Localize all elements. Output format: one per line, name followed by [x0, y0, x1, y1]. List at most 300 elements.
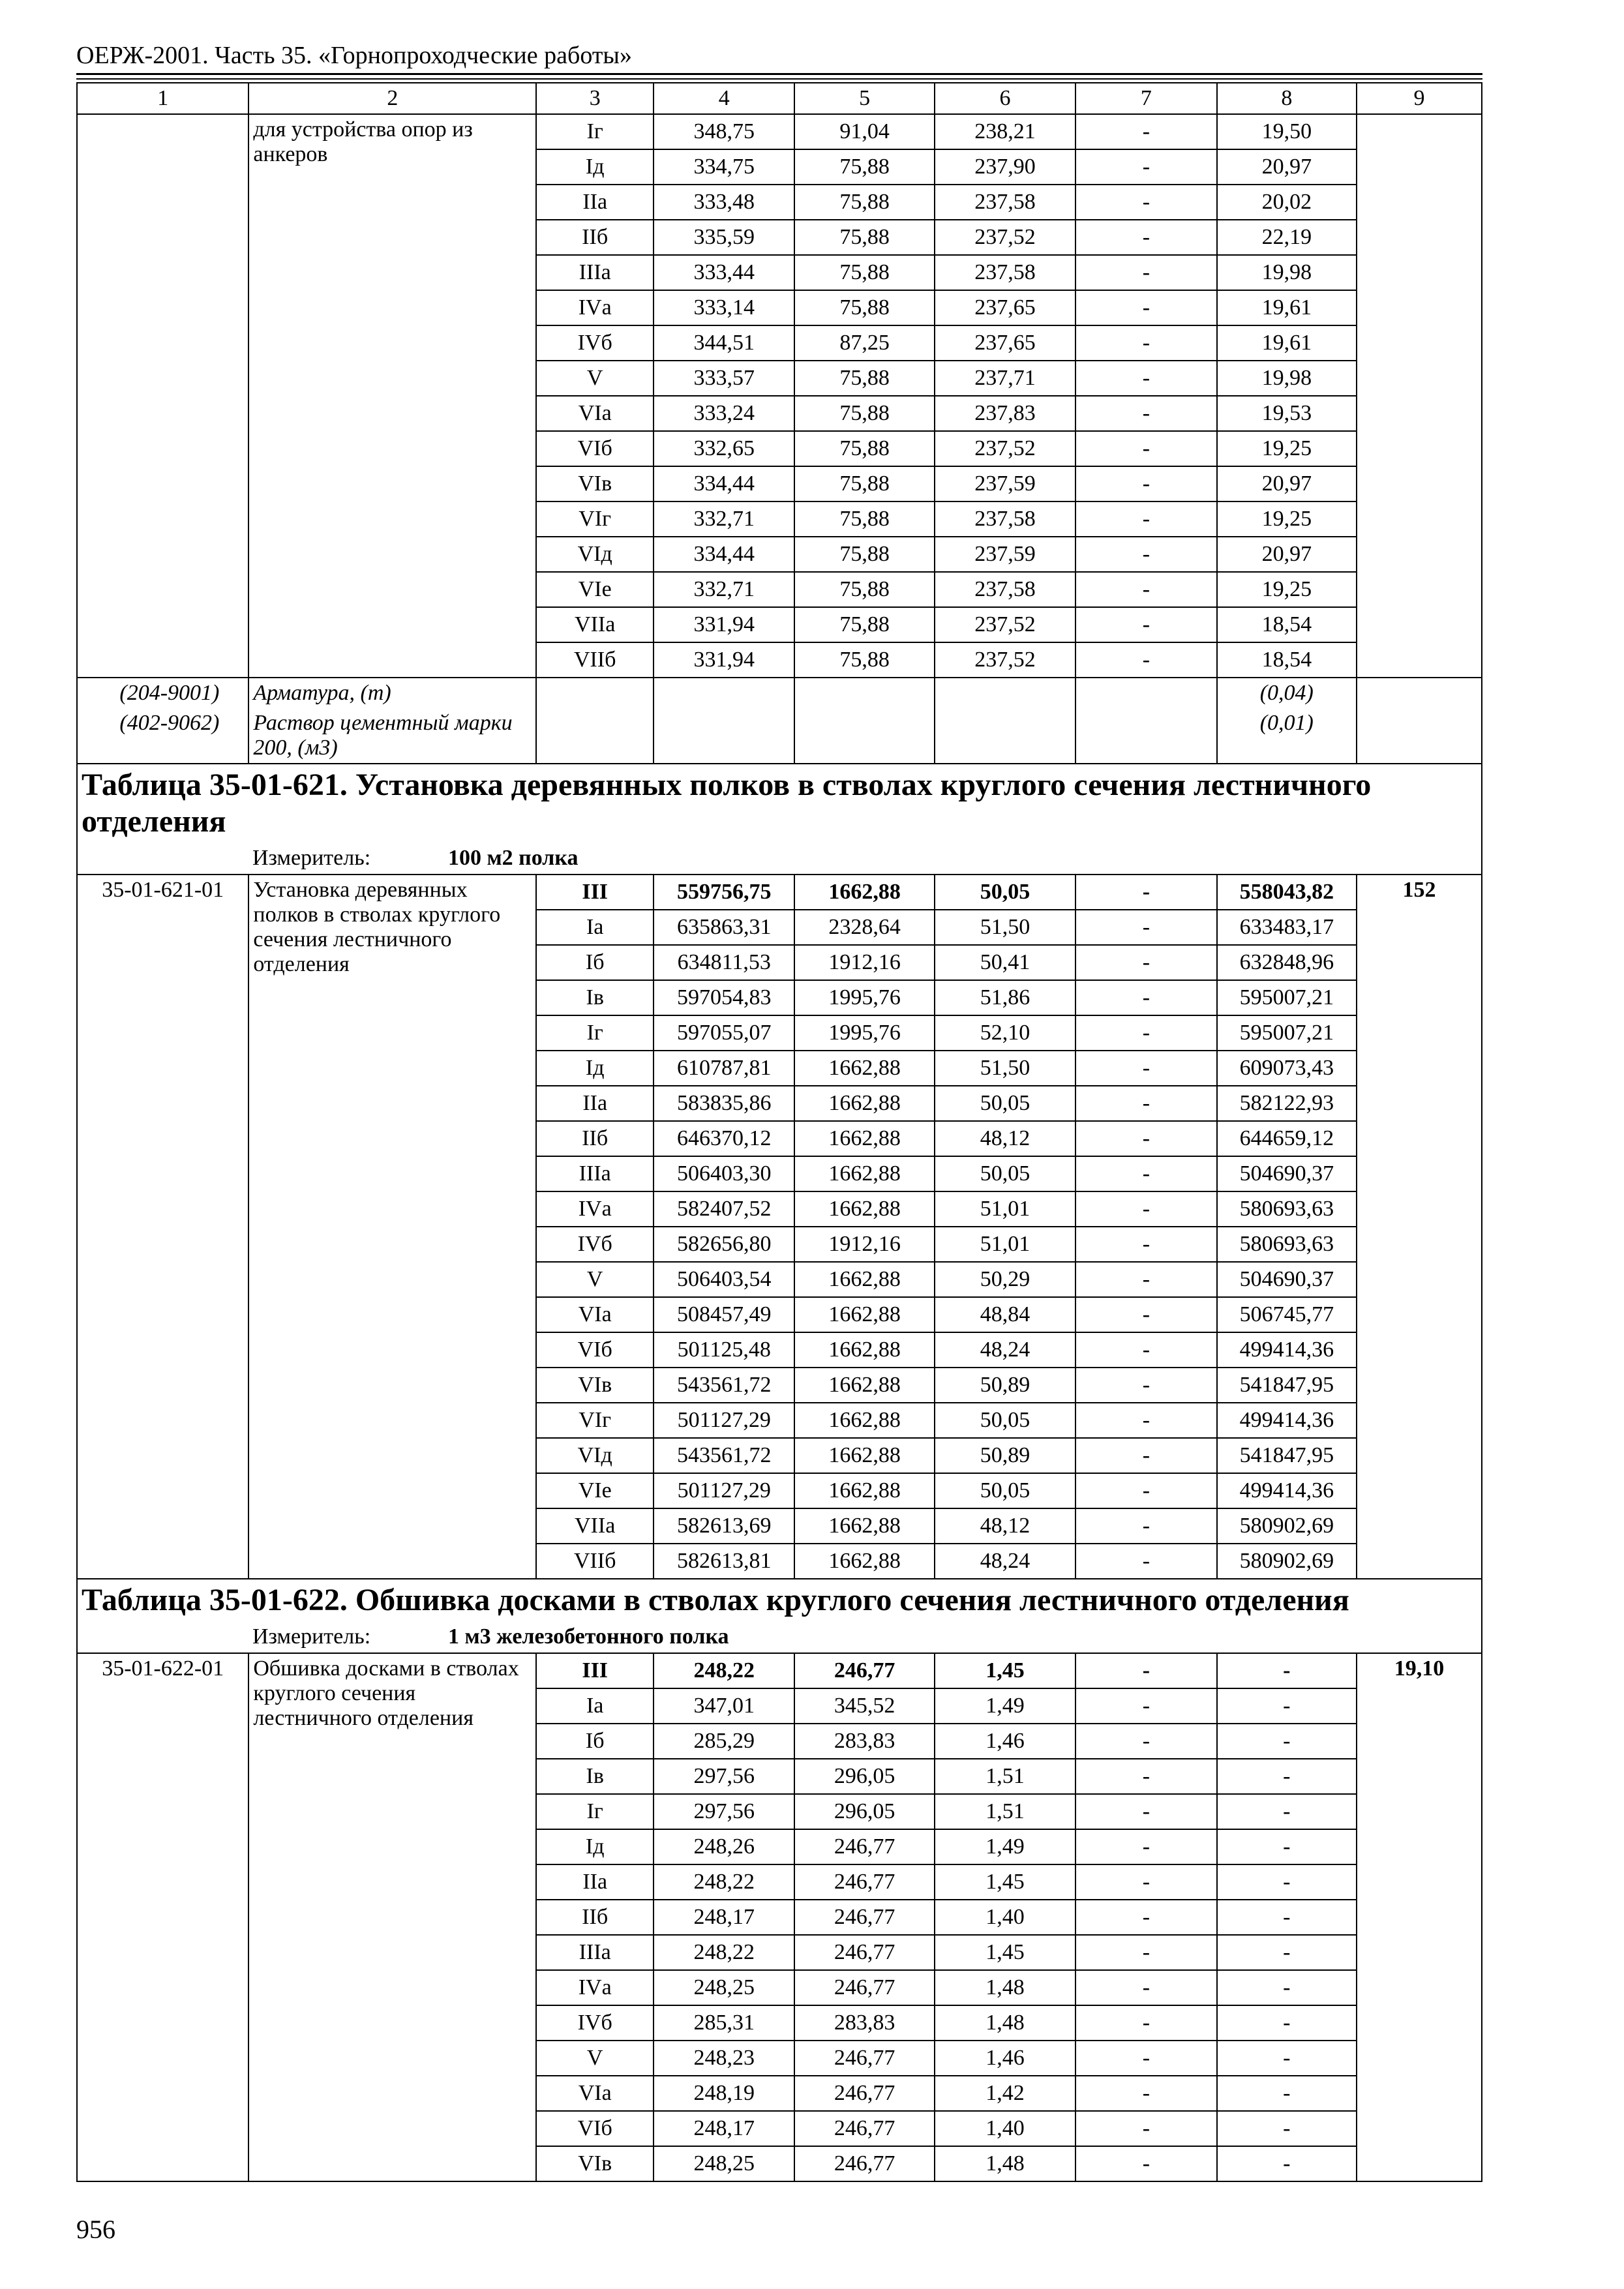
table-cell: 1,48: [935, 2005, 1075, 2041]
table-cell: IIа: [536, 185, 654, 220]
table-cell: 333,14: [654, 290, 794, 325]
table-cell: VIе: [536, 1473, 654, 1508]
table-cell: -: [1075, 1473, 1216, 1508]
table-cell: -: [1075, 466, 1216, 501]
column-9-value: [1357, 114, 1482, 678]
measure-label: Измеритель:: [252, 1624, 371, 1649]
table-cell: 580693,63: [1217, 1227, 1357, 1262]
table-title-row: [77, 764, 1482, 875]
table-measure: [82, 1624, 1477, 1650]
table-cell: 646370,12: [654, 1121, 794, 1156]
table-cell: III: [536, 1653, 654, 1688]
table-cell: 18,54: [1217, 642, 1357, 678]
table-cell: -: [1075, 1970, 1216, 2005]
table-cell: 246,77: [794, 1970, 934, 2005]
table-cell: 75,88: [794, 220, 934, 255]
table-cell: 1662,88: [794, 1086, 934, 1121]
table-cell: 1,45: [935, 1864, 1075, 1900]
table-cell: 333,48: [654, 185, 794, 220]
table-cell: -: [1217, 1970, 1357, 2005]
rate-description: для устройства опор из анкеров: [248, 114, 536, 678]
table-cell: -: [1217, 1829, 1357, 1864]
table-cell: 19,61: [1217, 290, 1357, 325]
table-cell: Iв: [536, 1759, 654, 1794]
table-cell: IIа: [536, 1086, 654, 1121]
table-cell: 632848,96: [1217, 945, 1357, 980]
rate-code: 35-01-622-01: [77, 1653, 248, 2181]
table-cell: 52,10: [935, 1015, 1075, 1051]
table-title: Таблица 35-01-622. Обшивка досками в стволах круглого сечения лестничного отделения: [82, 1583, 1349, 1617]
table-cell: 75,88: [794, 255, 934, 290]
table-cell: 1662,88: [794, 1191, 934, 1227]
resource-code: (402-9062): [77, 708, 248, 764]
table-cell: 50,05: [935, 1473, 1075, 1508]
table-cell: 543561,72: [654, 1438, 794, 1473]
table-cell: 1,40: [935, 2111, 1075, 2146]
table-cell: 1662,88: [794, 1297, 934, 1332]
table-cell: Iг: [536, 1015, 654, 1051]
table-row: [77, 1653, 1482, 1688]
table-cell: -: [1217, 1935, 1357, 1970]
table-cell: VIг: [536, 501, 654, 537]
empty-cell: [935, 708, 1075, 764]
resource-name: Раствор цементный марки 200, (м3): [248, 708, 536, 764]
table-cell: VIв: [536, 2146, 654, 2181]
table-cell: -: [1075, 1935, 1216, 1970]
table-cell: 1662,88: [794, 875, 934, 910]
table-cell: Iд: [536, 1829, 654, 1864]
table-cell: 246,77: [794, 2041, 934, 2076]
table-cell: -: [1075, 1191, 1216, 1227]
table-cell: 246,77: [794, 1900, 934, 1935]
table-cell: IVа: [536, 1191, 654, 1227]
table-cell: 1912,16: [794, 1227, 934, 1262]
table-cell: 1662,88: [794, 1051, 934, 1086]
table-cell: IVб: [536, 2005, 654, 2041]
empty-cell: [1075, 678, 1216, 708]
table-cell: IIа: [536, 1864, 654, 1900]
table-cell: -: [1075, 114, 1216, 149]
table-cell: 19,98: [1217, 255, 1357, 290]
table-cell: IVб: [536, 325, 654, 361]
table-cell: 297,56: [654, 1759, 794, 1794]
table-cell: 296,05: [794, 1759, 934, 1794]
table-cell: 506403,30: [654, 1156, 794, 1191]
table-cell: -: [1217, 2111, 1357, 2146]
column-number: 5: [794, 83, 934, 114]
table-cell: 248,17: [654, 2111, 794, 2146]
table-cell: -: [1075, 1015, 1216, 1051]
table-cell: 1,42: [935, 2076, 1075, 2111]
table-cell: 332,71: [654, 501, 794, 537]
table-cell: 1,51: [935, 1759, 1075, 1794]
table-cell: 1662,88: [794, 1403, 934, 1438]
column-number: 4: [654, 83, 794, 114]
table-cell: Iб: [536, 1724, 654, 1759]
table-cell: 597055,07: [654, 1015, 794, 1051]
table-cell: 19,61: [1217, 325, 1357, 361]
measure-value: 1 м3 железобетонного полка: [448, 1624, 729, 1649]
header-rule-thick: [76, 73, 1482, 75]
table-cell: VIб: [536, 2111, 654, 2146]
table-cell: -: [1075, 980, 1216, 1015]
table-cell: IVа: [536, 290, 654, 325]
empty-cell: [935, 678, 1075, 708]
empty-cell: [1075, 708, 1216, 764]
table-cell: VIа: [536, 1297, 654, 1332]
table-cell: 19,25: [1217, 431, 1357, 466]
table-cell: 19,53: [1217, 396, 1357, 431]
table-cell: -: [1075, 255, 1216, 290]
table-cell: 334,44: [654, 466, 794, 501]
table-cell: 506403,54: [654, 1262, 794, 1297]
table-cell: 20,97: [1217, 149, 1357, 185]
rate-description: Установка деревянных полков в стволах круглого сечения лестничного отделения: [248, 875, 536, 1579]
table-cell: VIд: [536, 537, 654, 572]
table-cell: 48,24: [935, 1332, 1075, 1368]
table-cell: 237,83: [935, 396, 1075, 431]
table-cell: 582613,69: [654, 1508, 794, 1544]
table-cell: -: [1075, 1297, 1216, 1332]
table-cell: 635863,31: [654, 910, 794, 945]
table-cell: 19,25: [1217, 572, 1357, 607]
table-cell: -: [1075, 945, 1216, 980]
table-cell: -: [1075, 607, 1216, 642]
table-cell: 20,97: [1217, 466, 1357, 501]
table-cell: 582613,81: [654, 1544, 794, 1579]
table-cell: -: [1075, 1368, 1216, 1403]
table-cell: 22,19: [1217, 220, 1357, 255]
table-cell: 558043,82: [1217, 875, 1357, 910]
table-cell: -: [1217, 1688, 1357, 1724]
table-cell: 246,77: [794, 1935, 934, 1970]
table-cell: 75,88: [794, 466, 934, 501]
table-cell: -: [1075, 1900, 1216, 1935]
table-cell: 333,24: [654, 396, 794, 431]
empty-cell: [1357, 708, 1482, 764]
table-cell: 504690,37: [1217, 1262, 1357, 1297]
table-cell: 19,98: [1217, 361, 1357, 396]
table-cell: Iд: [536, 1051, 654, 1086]
table-cell: 583835,86: [654, 1086, 794, 1121]
table-cell: -: [1075, 2005, 1216, 2041]
table-cell: 504690,37: [1217, 1156, 1357, 1191]
table-cell: -: [1217, 2041, 1357, 2076]
resource-name: Арматура, (т): [248, 678, 536, 708]
table-cell: 50,05: [935, 1403, 1075, 1438]
table-cell: 283,83: [794, 1724, 934, 1759]
table-cell: -: [1075, 361, 1216, 396]
table-cell: 50,89: [935, 1368, 1075, 1403]
table-cell: 1912,16: [794, 945, 934, 980]
table-cell: -: [1075, 537, 1216, 572]
table-cell: 633483,17: [1217, 910, 1357, 945]
column-9-value: 152: [1357, 875, 1482, 1579]
column-number: 9: [1357, 83, 1482, 114]
table-cell: 48,24: [935, 1544, 1075, 1579]
measure-label: Измеритель:: [252, 846, 371, 870]
table-title-cell: [77, 1579, 1482, 1653]
table-cell: 75,88: [794, 290, 934, 325]
table-cell: -: [1075, 1508, 1216, 1544]
table-cell: 237,52: [935, 607, 1075, 642]
table-cell: VIIб: [536, 642, 654, 678]
table-cell: -: [1075, 1121, 1216, 1156]
table-cell: 237,58: [935, 572, 1075, 607]
table-cell: 595007,21: [1217, 980, 1357, 1015]
table-cell: 248,25: [654, 2146, 794, 2181]
table-cell: 248,22: [654, 1935, 794, 1970]
table-cell: 237,58: [935, 501, 1075, 537]
table-cell: 19,50: [1217, 114, 1357, 149]
column-number: 8: [1217, 83, 1357, 114]
table-cell: 50,89: [935, 1438, 1075, 1473]
table-cell: 1,48: [935, 2146, 1075, 2181]
table-cell: -: [1075, 1403, 1216, 1438]
column-number: 1: [77, 83, 248, 114]
table-cell: -: [1075, 325, 1216, 361]
table-cell: 51,50: [935, 910, 1075, 945]
table-cell: 334,75: [654, 149, 794, 185]
table-cell: 1,40: [935, 1900, 1075, 1935]
table-cell: -: [1075, 1688, 1216, 1724]
table-cell: 1662,88: [794, 1121, 934, 1156]
table-cell: VIа: [536, 2076, 654, 2111]
table-cell: -: [1075, 1438, 1216, 1473]
page-number: 956: [76, 2215, 115, 2244]
table-cell: 246,77: [794, 2076, 934, 2111]
table-cell: -: [1217, 1653, 1357, 1688]
table-cell: 332,71: [654, 572, 794, 607]
table-cell: -: [1075, 1086, 1216, 1121]
table-cell: 333,57: [654, 361, 794, 396]
table-title: Таблица 35-01-621. Установка деревянных полков в стволах круглого сечения лестничного отделения: [82, 768, 1372, 839]
table-cell: -: [1075, 2041, 1216, 2076]
column-number: 6: [935, 83, 1075, 114]
table-cell: 237,52: [935, 642, 1075, 678]
table-cell: Iд: [536, 149, 654, 185]
table-cell: 246,77: [794, 1653, 934, 1688]
table-cell: 331,94: [654, 642, 794, 678]
table-cell: 595007,21: [1217, 1015, 1357, 1051]
table-cell: 237,59: [935, 466, 1075, 501]
table-cell: 20,97: [1217, 537, 1357, 572]
table-cell: IIIа: [536, 255, 654, 290]
table-cell: 246,77: [794, 1864, 934, 1900]
table-cell: 248,23: [654, 2041, 794, 2076]
table-cell: 237,58: [935, 185, 1075, 220]
table-cell: 246,77: [794, 2111, 934, 2146]
table-cell: -: [1075, 910, 1216, 945]
table-cell: -: [1075, 2146, 1216, 2181]
table-cell: 248,26: [654, 1829, 794, 1864]
table-cell: 75,88: [794, 361, 934, 396]
table-cell: IVа: [536, 1970, 654, 2005]
table-cell: 1,45: [935, 1935, 1075, 1970]
resource-value: (0,01): [1217, 708, 1357, 764]
table-cell: 610787,81: [654, 1051, 794, 1086]
rate-code: 35-01-621-01: [77, 875, 248, 1579]
column-9-value: 19,10: [1357, 1653, 1482, 2181]
table-cell: 237,65: [935, 290, 1075, 325]
table-cell: 75,88: [794, 572, 934, 607]
table-cell: VIа: [536, 396, 654, 431]
table-cell: -: [1217, 1724, 1357, 1759]
table-cell: -: [1075, 1332, 1216, 1368]
table-cell: 48,84: [935, 1297, 1075, 1332]
table-cell: 237,59: [935, 537, 1075, 572]
table-row: [77, 875, 1482, 910]
table-cell: 50,05: [935, 1086, 1075, 1121]
running-header: ОЕРЖ-2001. Часть 35. «Горнопроходческие работы»: [76, 42, 632, 69]
table-cell: VIв: [536, 1368, 654, 1403]
table-cell: 344,51: [654, 325, 794, 361]
table-cell: VIб: [536, 1332, 654, 1368]
table-cell: 508457,49: [654, 1297, 794, 1332]
table-cell: -: [1075, 396, 1216, 431]
table-cell: 1662,88: [794, 1368, 934, 1403]
table-cell: -: [1217, 1759, 1357, 1794]
table-cell: IIIа: [536, 1935, 654, 1970]
rates-table: [76, 82, 1482, 2182]
table-cell: Iа: [536, 1688, 654, 1724]
resource-value: (0,04): [1217, 678, 1357, 708]
table-cell: 248,19: [654, 2076, 794, 2111]
table-cell: 19,25: [1217, 501, 1357, 537]
table-cell: 335,59: [654, 220, 794, 255]
table-cell: 1662,88: [794, 1156, 934, 1191]
table-cell: 51,86: [935, 980, 1075, 1015]
table-cell: -: [1075, 875, 1216, 910]
table-cell: 1,48: [935, 1970, 1075, 2005]
table-cell: 246,77: [794, 1829, 934, 1864]
table-cell: 543561,72: [654, 1368, 794, 1403]
table-title-row: [77, 1579, 1482, 1653]
table-cell: -: [1217, 2005, 1357, 2041]
table-cell: 347,01: [654, 1688, 794, 1724]
table-title-cell: [77, 764, 1482, 875]
table-cell: 51,50: [935, 1051, 1075, 1086]
empty-cell: [654, 678, 794, 708]
table-cell: 580693,63: [1217, 1191, 1357, 1227]
table-cell: VIе: [536, 572, 654, 607]
table-cell: -: [1075, 1724, 1216, 1759]
table-cell: 285,29: [654, 1724, 794, 1759]
table-cell: 332,65: [654, 431, 794, 466]
table-cell: VIIа: [536, 607, 654, 642]
table-cell: 248,17: [654, 1900, 794, 1935]
table-cell: -: [1075, 2111, 1216, 2146]
table-cell: -: [1075, 1794, 1216, 1829]
table-cell: 1662,88: [794, 1508, 934, 1544]
table-cell: 296,05: [794, 1794, 934, 1829]
rate-code: [77, 114, 248, 678]
table-row: [77, 114, 1482, 149]
column-number: 2: [248, 83, 536, 114]
table-cell: 50,29: [935, 1262, 1075, 1297]
table-cell: 582122,93: [1217, 1086, 1357, 1121]
resource-row: [77, 678, 1482, 708]
table-cell: 582407,52: [654, 1191, 794, 1227]
table-cell: 75,88: [794, 501, 934, 537]
table-cell: 50,05: [935, 875, 1075, 910]
table-cell: 597054,83: [654, 980, 794, 1015]
table-cell: 582656,80: [654, 1227, 794, 1262]
table-cell: 238,21: [935, 114, 1075, 149]
table-cell: 580902,69: [1217, 1544, 1357, 1579]
table-cell: -: [1075, 149, 1216, 185]
table-cell: -: [1075, 1653, 1216, 1688]
table-cell: -: [1217, 1900, 1357, 1935]
table-cell: -: [1075, 431, 1216, 466]
table-cell: 87,25: [794, 325, 934, 361]
table-cell: 1662,88: [794, 1544, 934, 1579]
table-measure: [82, 845, 1477, 871]
table-cell: -: [1075, 185, 1216, 220]
table-cell: 1662,88: [794, 1262, 934, 1297]
column-number-row: [77, 83, 1482, 114]
table-cell: 48,12: [935, 1508, 1075, 1544]
table-cell: 285,31: [654, 2005, 794, 2041]
table-cell: Iг: [536, 114, 654, 149]
table-cell: -: [1075, 290, 1216, 325]
table-cell: 237,90: [935, 149, 1075, 185]
empty-cell: [536, 678, 654, 708]
table-cell: VIб: [536, 431, 654, 466]
table-cell: V: [536, 2041, 654, 2076]
table-cell: 348,75: [654, 114, 794, 149]
table-cell: VIд: [536, 1438, 654, 1473]
document-body: [76, 82, 1482, 2182]
table-cell: IIIа: [536, 1156, 654, 1191]
table-cell: 283,83: [794, 2005, 934, 2041]
table-cell: 1662,88: [794, 1332, 934, 1368]
table-cell: VIг: [536, 1403, 654, 1438]
table-cell: 91,04: [794, 114, 934, 149]
empty-cell: [654, 708, 794, 764]
table-cell: -: [1075, 501, 1216, 537]
table-cell: 1,49: [935, 1829, 1075, 1864]
table-cell: V: [536, 1262, 654, 1297]
table-cell: 50,41: [935, 945, 1075, 980]
table-cell: 51,01: [935, 1227, 1075, 1262]
table-cell: 75,88: [794, 537, 934, 572]
table-cell: -: [1217, 2076, 1357, 2111]
table-cell: -: [1075, 1051, 1216, 1086]
table-cell: 75,88: [794, 149, 934, 185]
table-cell: VIIб: [536, 1544, 654, 1579]
table-cell: -: [1075, 572, 1216, 607]
table-cell: Iб: [536, 945, 654, 980]
empty-cell: [536, 708, 654, 764]
column-number: 7: [1075, 83, 1216, 114]
table-cell: 237,65: [935, 325, 1075, 361]
table-cell: 50,05: [935, 1156, 1075, 1191]
table-cell: -: [1075, 1262, 1216, 1297]
table-cell: 644659,12: [1217, 1121, 1357, 1156]
header-rule-thin: [76, 78, 1482, 80]
table-cell: 237,52: [935, 220, 1075, 255]
table-cell: 75,88: [794, 431, 934, 466]
empty-cell: [794, 708, 934, 764]
table-cell: 246,77: [794, 2146, 934, 2181]
empty-cell: [1357, 678, 1482, 708]
table-cell: 2328,64: [794, 910, 934, 945]
table-cell: 1995,76: [794, 980, 934, 1015]
table-cell: 1,46: [935, 1724, 1075, 1759]
table-cell: Iа: [536, 910, 654, 945]
table-cell: -: [1075, 1544, 1216, 1579]
